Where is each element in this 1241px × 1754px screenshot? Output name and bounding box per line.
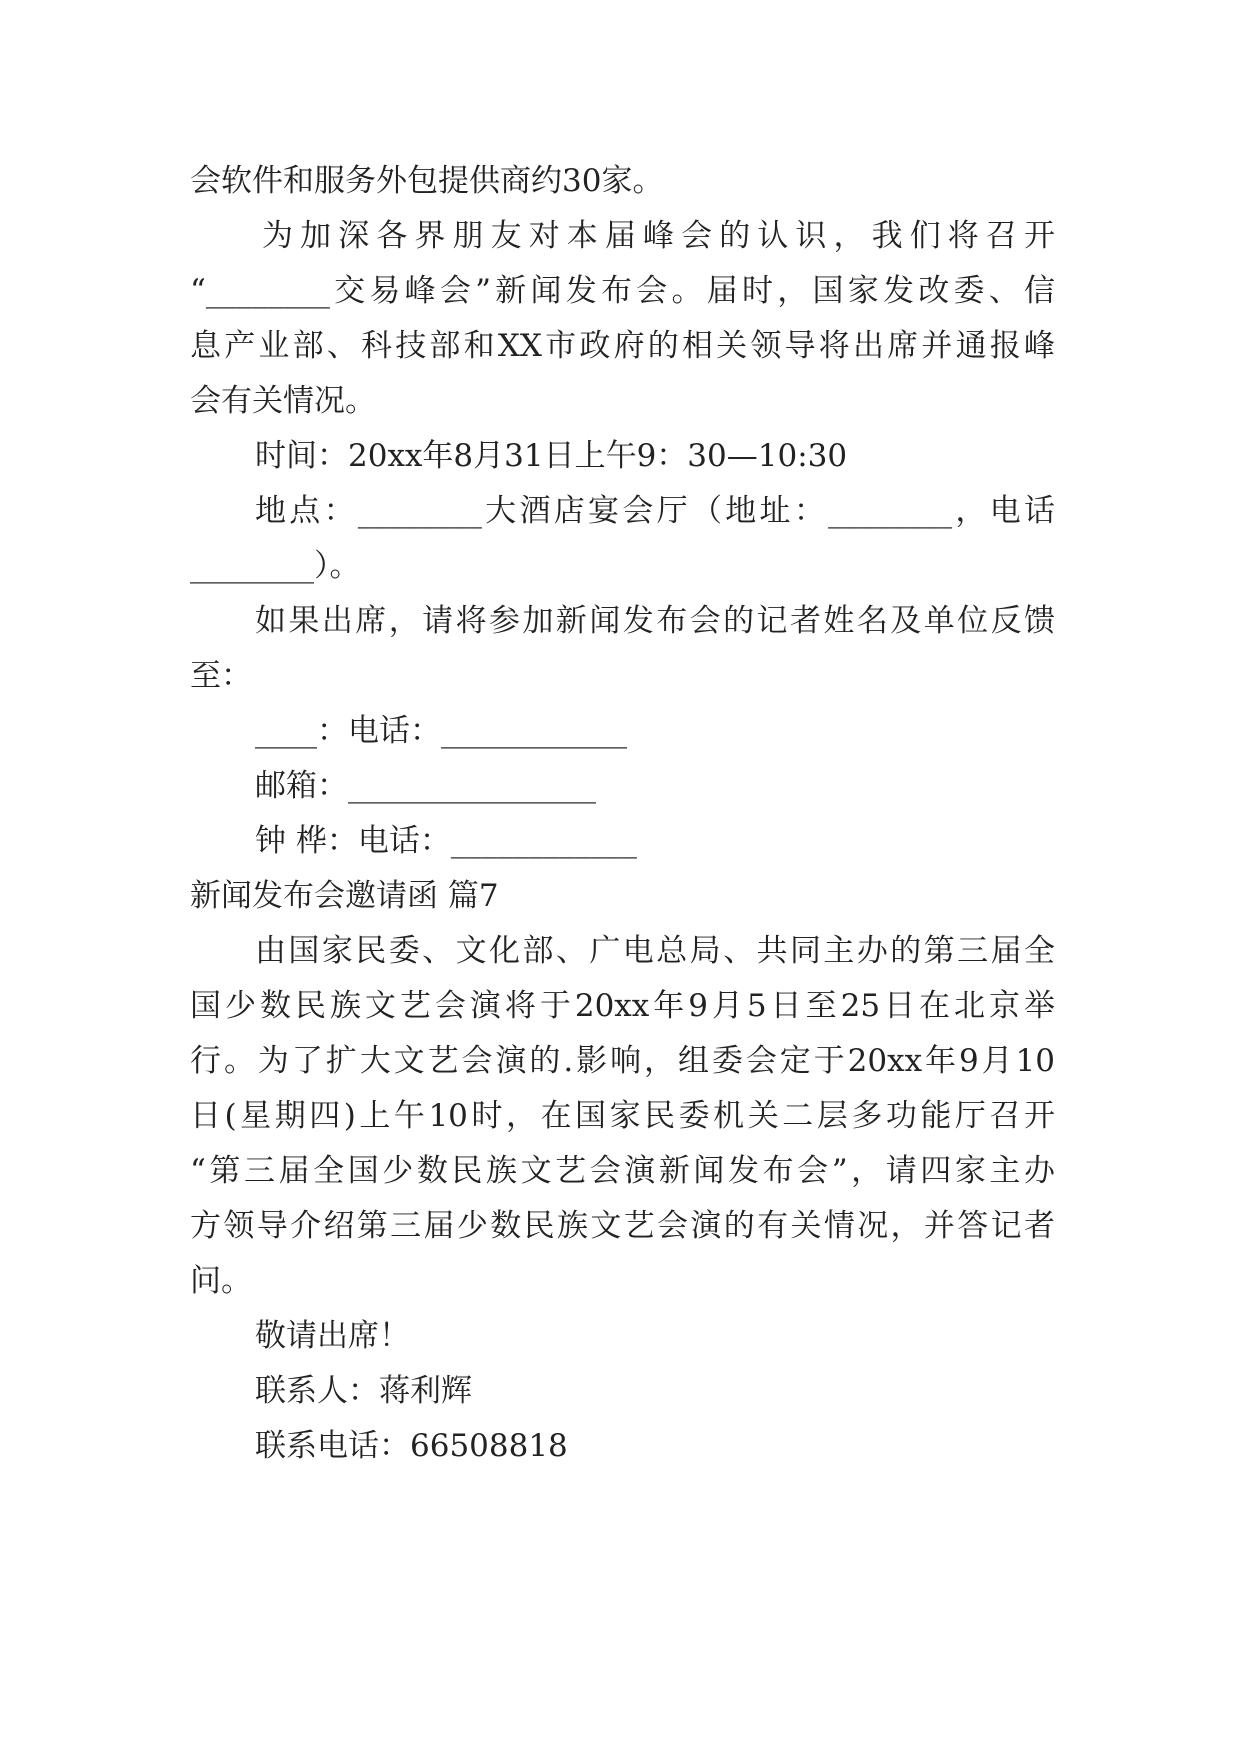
paragraph-line: 至： [190,658,252,694]
paragraph-line: “________交易峰会”新闻发布会。届时，国家发改委、信 [190,273,1055,309]
paragraph-line: 会有关情况。 [190,383,376,419]
contact-name: 联系人：蒋利辉 [255,1373,472,1409]
paragraph-line: 由国家民委、文化部、广电总局、共同主办的第三届全 [255,933,1055,969]
section-heading: 新闻发布会邀请函 篇7 [190,878,499,914]
paragraph-line: “第三届全国少数民族文艺会演新闻发布会”，请四家主办 [190,1153,1055,1189]
paragraph-line: 问。 [190,1263,252,1299]
meeting-time: 时间：20xx年8月31日上午9：30—10:30 [255,438,848,474]
contact-person-line: 钟 桦：电话：____________ [255,823,637,859]
paragraph-line: 行。为了扩大文艺会演的.影响，组委会定于20xx年9月10 [190,1043,1055,1079]
paragraph-line: 为加深各界朋友对本届峰会的认识，我们将召开 [262,218,1055,254]
contact-email-line: 邮箱：________________ [255,768,596,804]
paragraph-line: 国少数民族文艺会演将于20xx年9月5日至25日在北京举 [190,988,1055,1024]
closing-line: 敬请出席！ [255,1318,410,1354]
paragraph-line: 日(星期四)上午10时，在国家民委机关二层多功能厅召开 [190,1098,1055,1134]
paragraph-line: 方领导介绍第三届少数民族文艺会演的有关情况，并答记者 [190,1208,1055,1244]
contact-phone: 联系电话：66508818 [255,1428,568,1464]
paragraph-line: 会软件和服务外包提供商约30家。 [190,163,664,199]
paragraph-line: 息产业部、科技部和XX市政府的相关领导将出席并通报峰 [190,328,1055,364]
meeting-location: 地点：________大酒店宴会厅（地址：________，电话 [255,493,1055,529]
paragraph-line: 如果出席，请将参加新闻发布会的记者姓名及单位反馈 [255,603,1055,639]
contact-phone-line: ____：电话：____________ [255,713,627,749]
paragraph-line: ________）。 [190,548,361,584]
